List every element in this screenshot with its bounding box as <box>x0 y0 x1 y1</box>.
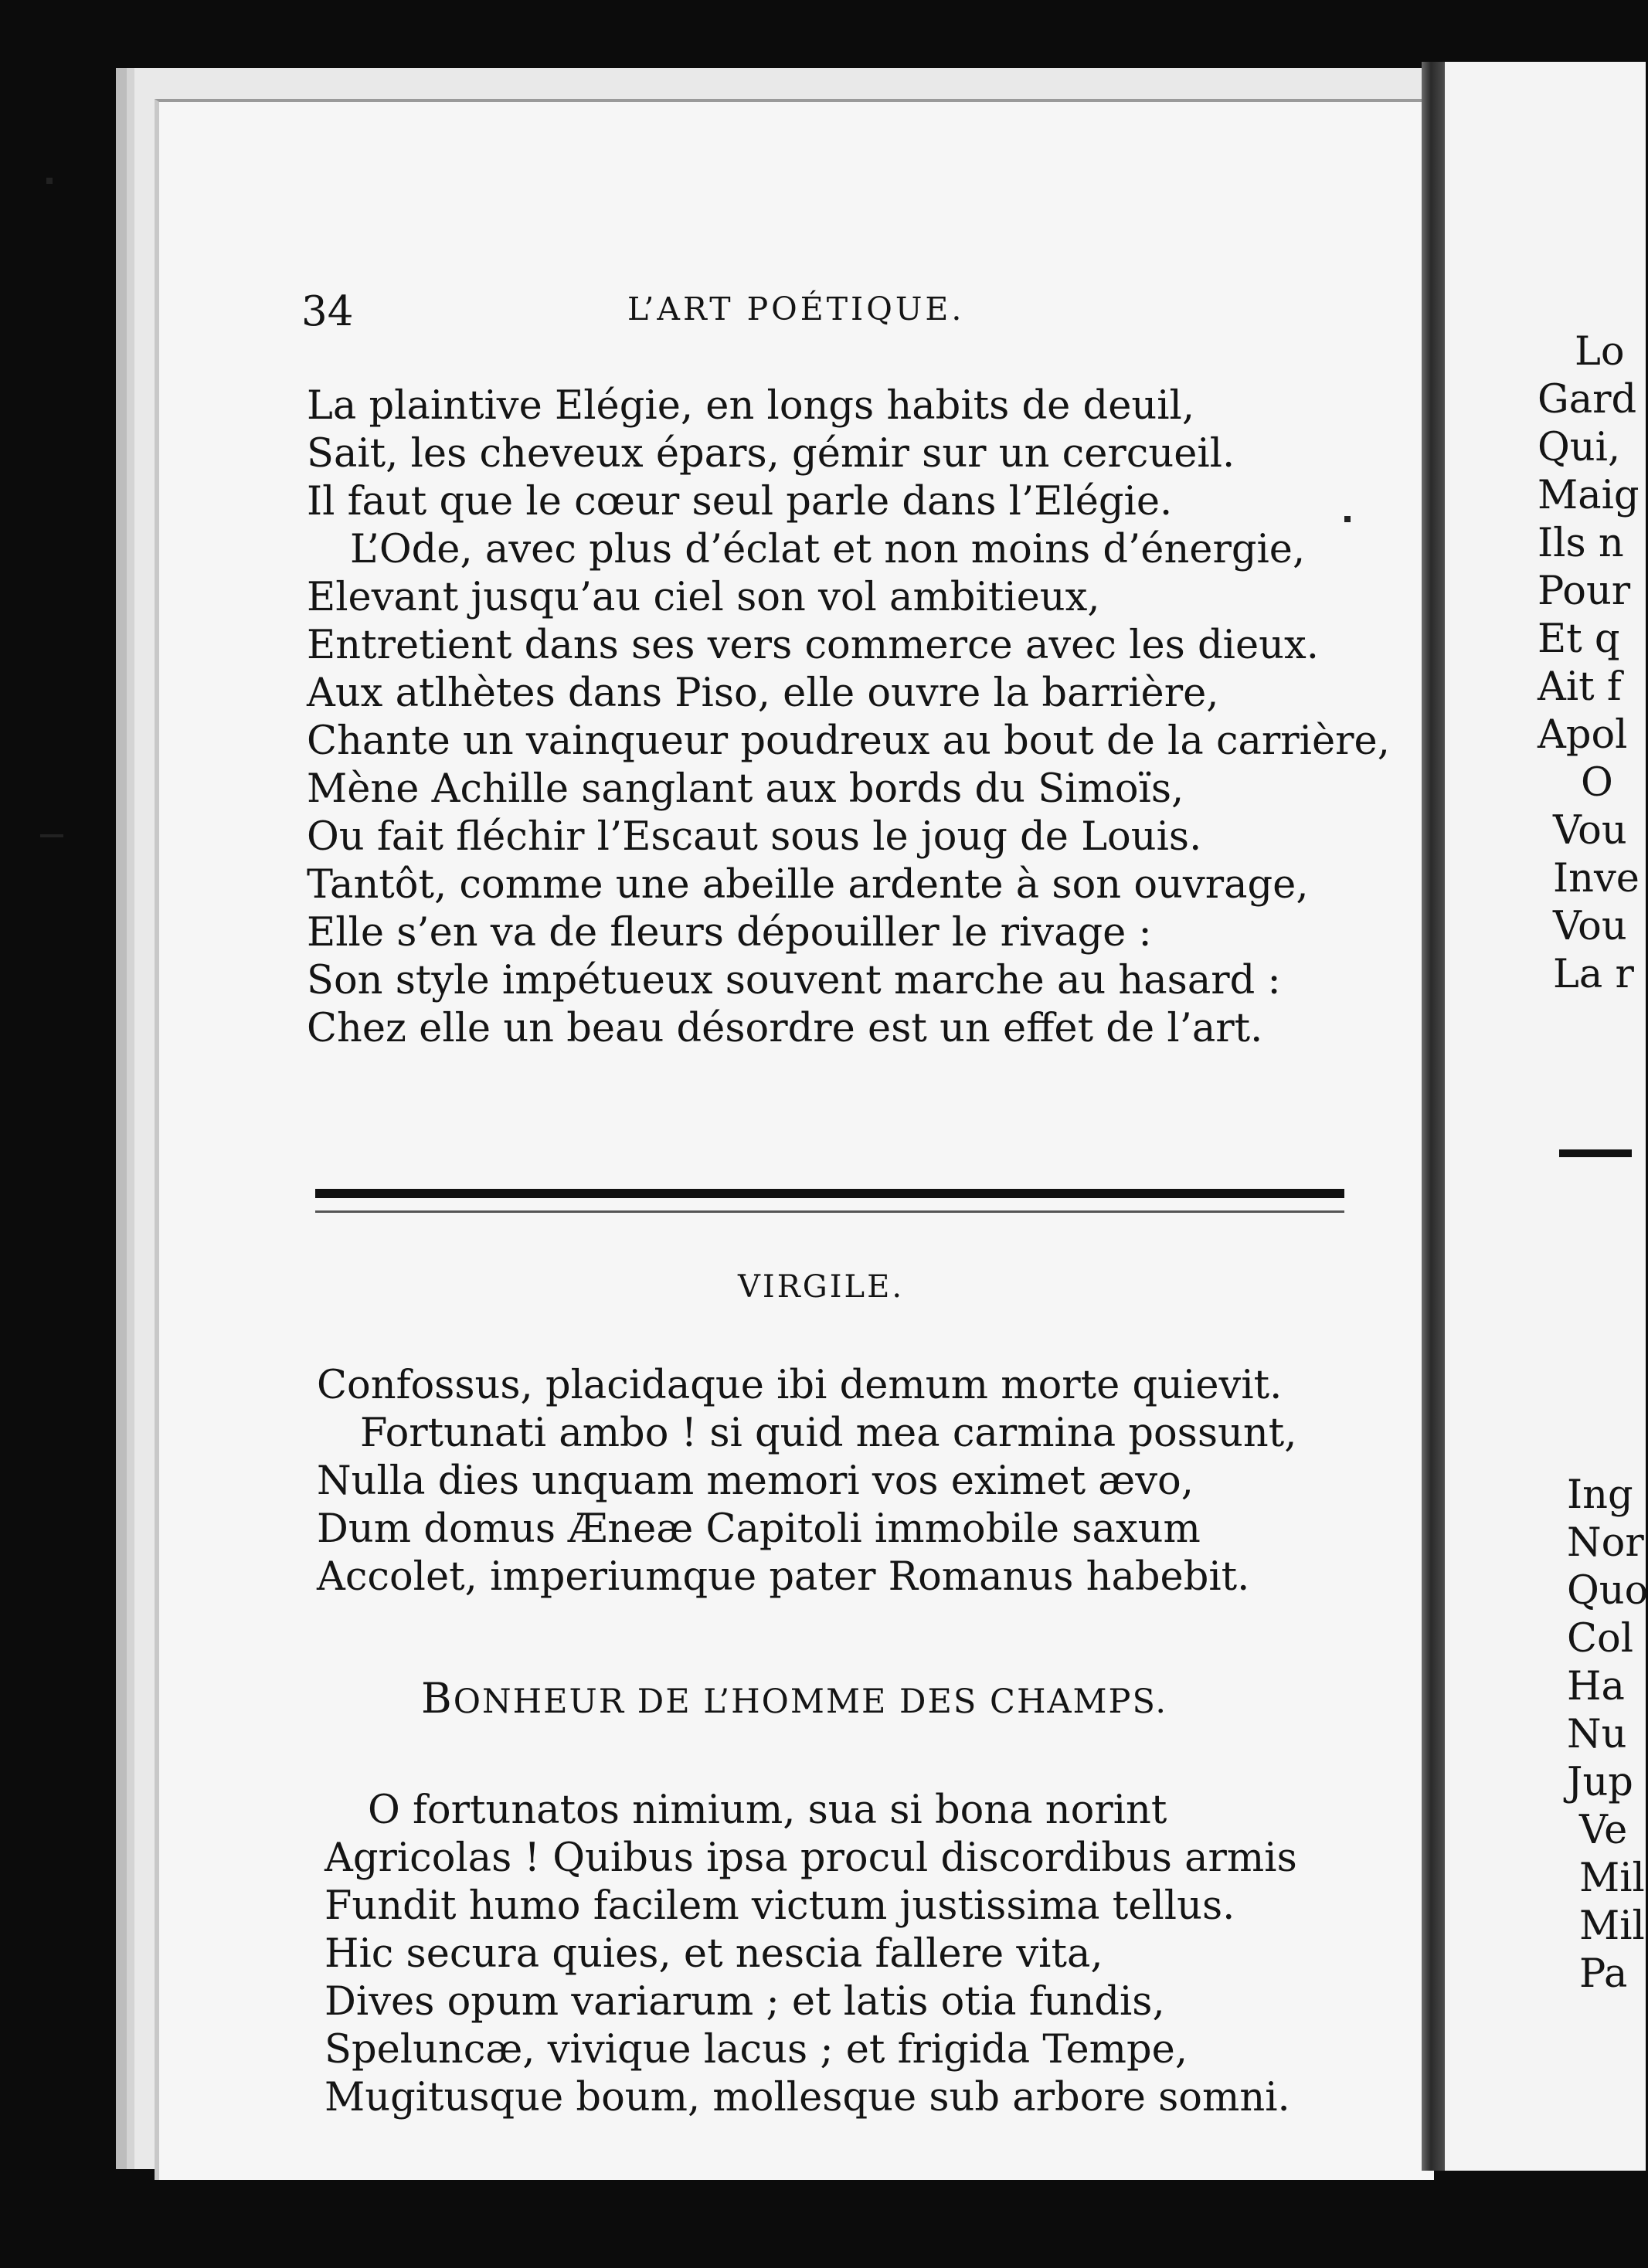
fragment-line: Ve <box>1579 1808 1628 1853</box>
verse-line: Dives opum variarum ; et latis otia fundis, <box>325 1979 1165 2025</box>
fragment-line: Gard <box>1538 377 1637 423</box>
verse-line: Fundit humo facilem victum justissima tellus. <box>325 1883 1235 1929</box>
verse-line: Accolet, imperiumque pater Romanus habebit. <box>317 1554 1250 1600</box>
verse-line: Dum domus Æneæ Capitoli immobile saxum <box>317 1506 1201 1552</box>
fragment-line: La r <box>1553 952 1634 997</box>
speck <box>40 834 63 837</box>
fragment-line: Mil <box>1579 1903 1645 1949</box>
verse-line: Nulla dies unquam memori vos eximet ævo, <box>317 1458 1194 1504</box>
fragment-line: Et q <box>1538 616 1620 662</box>
fragment-line: Pour <box>1538 569 1631 614</box>
fragment-line: Jup <box>1567 1760 1633 1805</box>
fragment-line: Nu <box>1567 1712 1627 1757</box>
section-title-virgile: VIRGILE. <box>738 1269 905 1305</box>
verse-line: Aux atlhètes dans Piso, elle ouvre la barrière, <box>307 671 1219 716</box>
fragment-line: Mil <box>1579 1855 1645 1901</box>
verse-line: Son style impétueux souvent marche au hasard : <box>307 958 1281 1003</box>
fragment-line: Pa <box>1579 1951 1628 1997</box>
fragment-line: Col <box>1567 1616 1634 1662</box>
section-title-bonheur <box>421 1674 1167 1723</box>
verse-line: La plaintive Elégie, en longs habits de deuil, <box>307 383 1195 429</box>
section-divider <box>315 1189 1344 1198</box>
verse-line: L’Ode, avec plus d’éclat et non moins d’énergie, <box>350 527 1306 572</box>
fragment-line: Ait f <box>1538 664 1622 710</box>
verse-line: Entretient dans ses vers commerce avec les dieux. <box>307 623 1319 668</box>
verse-line: Confossus, placidaque ibi demum morte quievit. <box>317 1363 1283 1408</box>
verse-line: Il faut que le cœur seul parle dans l’Elégie. <box>307 479 1173 525</box>
verse-line: Agricolas ! Quibus ipsa procul discordibus armis <box>325 1835 1297 1881</box>
verse-line: Chez elle un beau désordre est un effet de l’art. <box>307 1006 1263 1051</box>
verse-line: Tantôt, comme une abeille ardente à son ouvrage, <box>307 862 1309 908</box>
fragment-line: Nor <box>1567 1520 1644 1566</box>
fragment-line: Lo <box>1575 329 1625 375</box>
fragment-line: Qui, <box>1538 425 1621 470</box>
running-head: L’ART POÉTIQUE. <box>627 290 965 328</box>
speck <box>46 178 53 184</box>
fragment-line: Vou <box>1553 808 1627 854</box>
verse-line: Mugitusque boum, mollesque sub arbore somni. <box>325 2075 1290 2120</box>
fragment-line: Ha <box>1567 1664 1625 1709</box>
page-number: 34 <box>301 288 354 335</box>
fragment-line: Ing <box>1567 1472 1633 1518</box>
title-rest: ONHEUR DE L’HOMME DES CHAMPS. <box>453 1682 1168 1721</box>
section-divider-thin <box>315 1210 1344 1213</box>
fragment-line: Ils n <box>1538 521 1624 566</box>
fragment-line: O <box>1581 760 1613 806</box>
verse-line: Sait, les cheveux épars, gémir sur un cercueil. <box>307 431 1235 477</box>
verse-line: Mène Achille sanglant aux bords du Simoïs, <box>307 766 1184 812</box>
title-initial: B <box>421 1674 454 1723</box>
speck <box>1344 516 1351 522</box>
verse-line: Fortunati ambo ! si quid mea carmina possunt, <box>360 1411 1297 1456</box>
verse-line: Elevant jusqu’au ciel son vol ambitieux, <box>307 575 1100 620</box>
fragment-line: Apol <box>1538 712 1628 758</box>
verse-line: Ou fait fléchir l’Escaut sous le joug de Louis. <box>307 814 1202 860</box>
book-gutter <box>1422 62 1445 2171</box>
verse-line: Speluncæ, vivique lacus ; et frigida Tempe, <box>325 2027 1188 2073</box>
fragment-line: Vou <box>1553 904 1627 949</box>
fragment-line: Inve <box>1553 856 1640 901</box>
verse-line: Elle s’en va de fleurs dépouiller le rivage : <box>307 910 1152 956</box>
verse-line: Hic secura quies, et nescia fallere vita, <box>325 1931 1103 1977</box>
verse-line: O fortunatos nimium, sua si bona norint <box>368 1788 1167 1833</box>
right-page-divider <box>1559 1149 1632 1157</box>
verse-line: Chante un vainqueur poudreux au bout de la carrière, <box>307 718 1390 764</box>
fragment-line: Quo <box>1567 1568 1648 1614</box>
fragment-line: Maig <box>1538 473 1640 518</box>
